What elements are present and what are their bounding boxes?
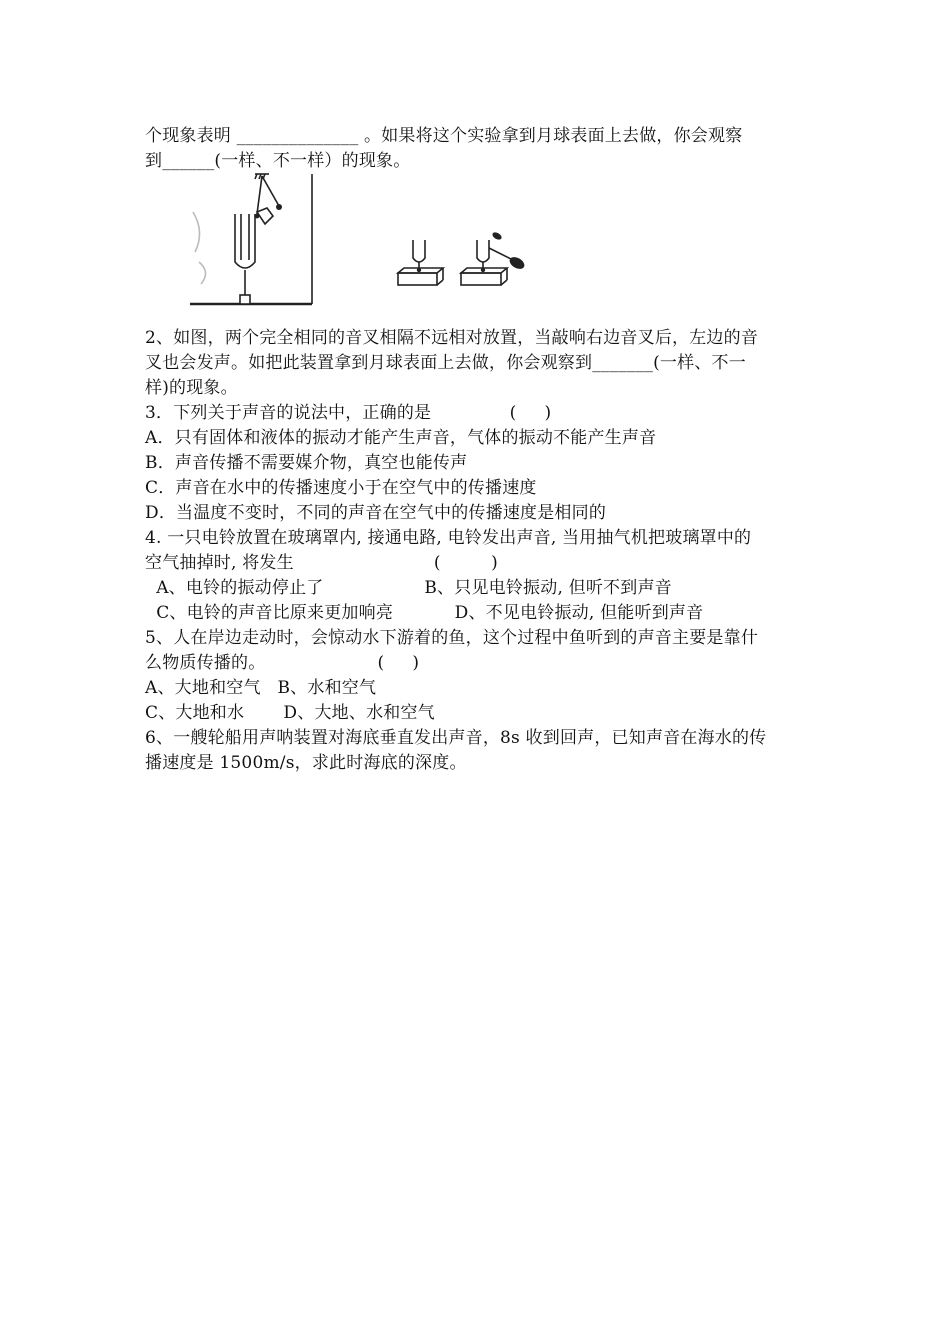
q3-stem: 3．下列关于声音的说法中，正确的是 ( )	[145, 403, 552, 423]
q3-option-a: A．只有固体和液体的振动才能产生声音，气体的振动不能产生声音	[145, 428, 657, 448]
q3-option-b: B．声音传播不需要媒介物，真空也能传声	[145, 453, 468, 473]
q2-line-3: 样)的现象。	[145, 378, 238, 398]
q4-options-ab: A、电铃的振动停止了 B、只见电铃振动, 但听不到声音	[145, 578, 672, 598]
q3-option-c: C．声音在水中的传播速度小于在空气中的传播速度	[145, 478, 537, 498]
q5-line-2: 么物质传播的。 ( )	[145, 653, 420, 673]
q1-line-1: 个现象表明 ______________ 。如果将这个实验拿到月球表面上去做，你会观察	[145, 126, 743, 146]
q5-options-cd: C、大地和水 D、大地、水和空气	[145, 703, 435, 723]
q4-options-cd: C、电铃的声音比原来更加响亮 D、不见电铃振动, 但能听到声音	[145, 603, 704, 623]
q4-line-2: 空气抽掉时, 将发生 ( )	[145, 553, 499, 573]
q2-line-2: 叉也会发声。如把此装置拿到月球表面上去做，你会观察到_______(一样、不一	[145, 353, 746, 373]
q2-line-1: 2、如图，两个完全相同的音叉相隔不远相对放置，当敲响右边音叉后，左边的音	[145, 328, 759, 348]
q5-line-1: 5、人在岸边走动时，会惊动水下游着的鱼，这个过程中鱼听到的声音主要是靠什	[145, 628, 759, 648]
q6-line-2: 播速度是 1500m/s，求此时海底的深度。	[145, 753, 467, 773]
q6-line-1: 6、一艘轮船用声呐装置对海底垂直发出声音，8s 收到回声，已知声音在海水的传	[145, 728, 767, 748]
tuning-fork-ball-figure	[185, 172, 315, 310]
two-tuning-forks-figure	[393, 228, 533, 294]
q5-options-ab: A、大地和空气 B、水和空气	[145, 678, 377, 698]
q4-line-1: 4. 一只电铃放置在玻璃罩内, 接通电路, 电铃发出声音, 当用抽气机把玻璃罩中的	[145, 528, 752, 548]
q1-line-2: 到______(一样、不一样）的现象。	[145, 151, 411, 171]
q3-option-d: D．当温度不变时，不同的声音在空气中的传播速度是相同的	[145, 503, 607, 523]
